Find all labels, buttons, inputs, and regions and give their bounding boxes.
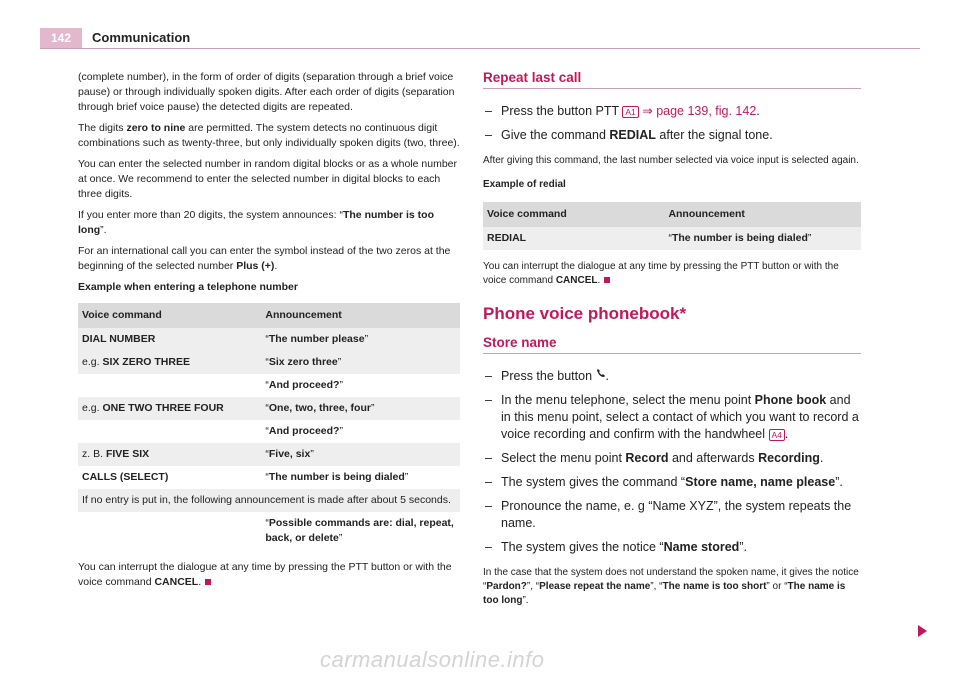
table-row bbox=[78, 420, 460, 443]
table-row bbox=[78, 443, 460, 466]
announcement-cell: “Five, six” bbox=[261, 443, 460, 466]
list-item: – The system gives the notice “Name stored”. bbox=[485, 540, 747, 554]
left-column bbox=[78, 70, 460, 596]
table-row bbox=[78, 512, 460, 550]
repeat-steps bbox=[483, 103, 861, 144]
table-row bbox=[78, 328, 460, 351]
command-cell: DIAL NUMBER bbox=[78, 328, 261, 351]
section-end-marker bbox=[205, 579, 211, 585]
section-title: Communication bbox=[92, 30, 191, 45]
phone-handset-icon bbox=[596, 368, 606, 378]
note-cell: If no entry is put in, the following announcement is made after about 5 seconds. bbox=[78, 489, 460, 512]
paragraph: For an international call you can enter the symbol instead of the two zeros at the beginning of the selected number Plus (+). bbox=[78, 245, 451, 272]
paragraph: If you enter more than 20 digits, the system announces: “The number is too long”. bbox=[78, 209, 434, 236]
announcement-cell: “And proceed?” bbox=[265, 379, 343, 391]
command-cell: REDIAL bbox=[483, 227, 664, 250]
ref-badge: A1 bbox=[622, 106, 638, 118]
list-item: – Press the button . bbox=[485, 369, 609, 383]
table-caption: Example when entering a telephone number bbox=[78, 281, 298, 293]
ref-badge: A4 bbox=[769, 429, 785, 441]
column-header: Voice command bbox=[483, 202, 664, 227]
paragraph: (complete number), in the form of order of digits (separation through a brief voice pause) or through individually spoken digits. After each order of digits (separation through brief voice pause) the detected digits are repeated. bbox=[78, 71, 455, 113]
table-row bbox=[78, 397, 460, 420]
store-name-heading: Store name bbox=[483, 335, 861, 354]
next-page-arrow-icon[interactable] bbox=[918, 625, 927, 637]
list-item: – In the menu telephone, select the menu point Phone book and in this menu point, select a contact of which you want to record a voice recording and confirm with the handwheel A4 . bbox=[485, 393, 859, 441]
list-item: – Pronounce the name, e. g “Name XYZ”, the system repeats the name. bbox=[485, 499, 852, 530]
command-cell: CALLS (SELECT) bbox=[82, 471, 169, 483]
table-header-row bbox=[483, 202, 861, 227]
section-end-marker bbox=[604, 277, 610, 283]
paragraph: In the case that the system does not understand the spoken name, it gives the notice “Pardon?”, “Please repeat the name”, “The name is too short” or “The name is too long”. bbox=[483, 567, 859, 606]
command-cell: e.g. SIX ZERO THREE bbox=[78, 351, 261, 374]
table-header-row bbox=[78, 303, 460, 328]
announcement-cell: “One, two, three, four” bbox=[261, 397, 460, 420]
page-reference-link[interactable]: ⇒ page 139, fig. 142 bbox=[642, 104, 757, 118]
page-header bbox=[40, 28, 920, 49]
announcement-cell: “The number please” bbox=[261, 328, 460, 351]
command-cell bbox=[78, 420, 261, 443]
command-cell bbox=[78, 512, 261, 550]
announcement-cell: “Six zero three” bbox=[261, 351, 460, 374]
phone-voice-phonebook-heading: Phone voice phonebook* bbox=[483, 304, 687, 323]
right-column bbox=[483, 70, 861, 608]
list-item: – The system gives the command “Store name, name please”. bbox=[485, 475, 843, 489]
repeat-last-call-heading: Repeat last call bbox=[483, 70, 861, 89]
dial-example-table bbox=[78, 303, 460, 550]
list-item: – Give the command REDIAL after the signal tone. bbox=[485, 128, 773, 142]
column-header: Announcement bbox=[261, 303, 460, 328]
paragraph: After giving this command, the last number selected via voice input is selected again. bbox=[483, 155, 859, 166]
command-cell bbox=[78, 374, 261, 397]
table-row bbox=[78, 351, 460, 374]
redial-example-table bbox=[483, 202, 861, 250]
table-note-row bbox=[78, 489, 460, 512]
announcement-cell: “Possible commands are: dial, repeat, back, or delete” bbox=[265, 517, 454, 544]
column-header: Announcement bbox=[664, 202, 861, 227]
command-cell: z. B. FIVE SIX bbox=[78, 443, 261, 466]
page-number: 142 bbox=[40, 28, 82, 48]
table-caption: Example of redial bbox=[483, 179, 566, 190]
table-row bbox=[483, 227, 861, 250]
paragraph: You can interrupt the dialogue at any time by pressing the PTT button or with the voice command CANCEL. bbox=[78, 561, 452, 588]
paragraph: You can interrupt the dialogue at any time by pressing the PTT button or with the voice command CANCEL. bbox=[483, 261, 839, 286]
table-row bbox=[78, 374, 460, 397]
paragraph: You can enter the selected number in random digital blocks or as a whole number at once. We recommend to enter the selected number in digital blocks to each three digits. bbox=[78, 158, 457, 200]
list-item: – Press the button PTT A1 ⇒ page 139, fig. 142. bbox=[485, 104, 760, 118]
store-name-steps bbox=[483, 368, 861, 556]
announcement-cell: “The number is being dialed” bbox=[265, 471, 409, 483]
column-header: Voice command bbox=[78, 303, 261, 328]
announcement-cell: “The number is being dialed” bbox=[664, 227, 861, 250]
list-item: – Select the menu point Record and afterwards Recording. bbox=[485, 451, 824, 465]
watermark: carmanualsonline.info bbox=[320, 647, 545, 672]
paragraph: The digits zero to nine are permitted. The system detects no continuous digit combinations such as twenty-three, but only individually spoken digits (two, three). bbox=[78, 122, 460, 149]
announcement-cell: “And proceed?” bbox=[265, 425, 343, 437]
command-cell: e.g. ONE TWO THREE FOUR bbox=[78, 397, 261, 420]
table-row bbox=[78, 466, 460, 489]
